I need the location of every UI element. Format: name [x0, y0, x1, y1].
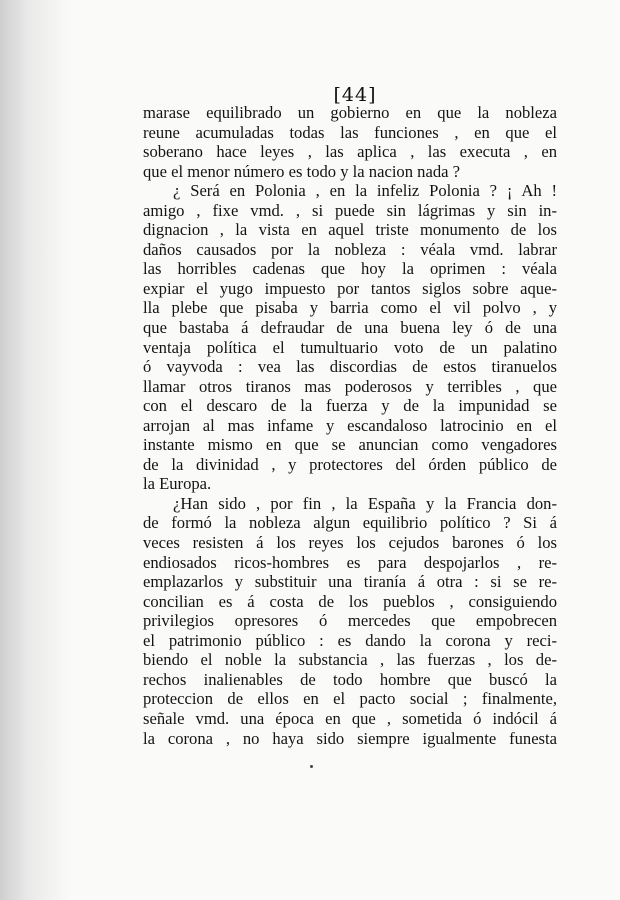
text-line: rechos inalienables de todo hombre que buscó la — [143, 669, 557, 689]
text-line: señale vmd. una época en que , sometida ó indócil á — [143, 708, 557, 728]
text-line: la corona , no haya sido siempre igualmente funesta — [143, 728, 557, 748]
text-line: que el menor número es todo y la nacion nada ? — [143, 161, 461, 181]
text-line: amigo , fixe vmd. , si puede sin lágrimas y sin in- — [143, 200, 557, 220]
text-line: endiosados ricos-hombres es para despojarlos , re- — [143, 552, 557, 572]
spine-shadow — [0, 0, 70, 900]
text-line: arrojan al mas infame y escandaloso latrocinio en el — [143, 415, 557, 435]
ink-speck — [310, 765, 313, 768]
text-line: concilian es á costa de los pueblos , consiguiendo — [143, 591, 557, 611]
text-line: que bastaba á defraudar de una buena ley ó de una — [143, 318, 557, 338]
text-line: ó vayvoda : vea las discordias de estos tiranuelos — [143, 357, 557, 377]
text-line: ¿ Será en Polonia , en la infeliz Polonia ? ¡ Ah ! — [173, 181, 557, 201]
text-line: ¿Han sido , por fin , la España y la Francia don- — [173, 493, 557, 513]
text-line: lla plebe que pisaba y barria como el vil polvo , y — [143, 298, 557, 318]
text-line: con el descaro de la fuerza y de la impunidad se — [143, 396, 557, 416]
text-line: emplazarlos y substituir una tiranía á otra : si se re- — [143, 572, 557, 592]
text-line: daños causados por la nobleza : véala vmd. labrar — [143, 239, 557, 259]
text-line: la Europa. — [143, 474, 212, 494]
text-line: privilegios opresores ó mercedes que empobrecen — [143, 611, 557, 631]
text-line: reune acumuladas todas las funciones , en que el — [143, 122, 557, 142]
text-line: dignacion , la vista en aquel triste monumento de los — [143, 220, 557, 240]
text-line: soberano hace leyes , las aplica , las executa , en — [143, 142, 557, 162]
text-line: biendo el noble la substancia , las fuerzas , los de- — [143, 650, 557, 670]
page-number: [44] — [333, 84, 377, 106]
text-line: el patrimonio público : es dando la corona y reci- — [143, 630, 557, 650]
text-line: de la divinidad , y protectores del órden público de — [143, 454, 557, 474]
text-line: las horribles cadenas que hoy la oprimen : véala — [143, 259, 557, 279]
text-line: llamar otros tiranos mas poderosos y terribles , que — [143, 376, 557, 396]
text-line: proteccion de ellos en el pacto social ; finalmente, — [143, 689, 557, 709]
text-line: marase equilibrado un gobierno en que la nobleza — [143, 103, 557, 122]
text-line: de formó la nobleza algun equilibrio político ? Si á — [143, 513, 557, 533]
text-line: expiar el yugo impuesto por tantos siglos sobre aque- — [143, 278, 557, 298]
text-line: instante mismo en que se anuncian como vengadores — [143, 435, 557, 455]
body-text — [143, 103, 557, 748]
text-line: veces resisten á los reyes los cejudos barones ó los — [143, 533, 557, 553]
text-line: ventaja política el tumultuario voto de un palatino — [143, 337, 557, 357]
